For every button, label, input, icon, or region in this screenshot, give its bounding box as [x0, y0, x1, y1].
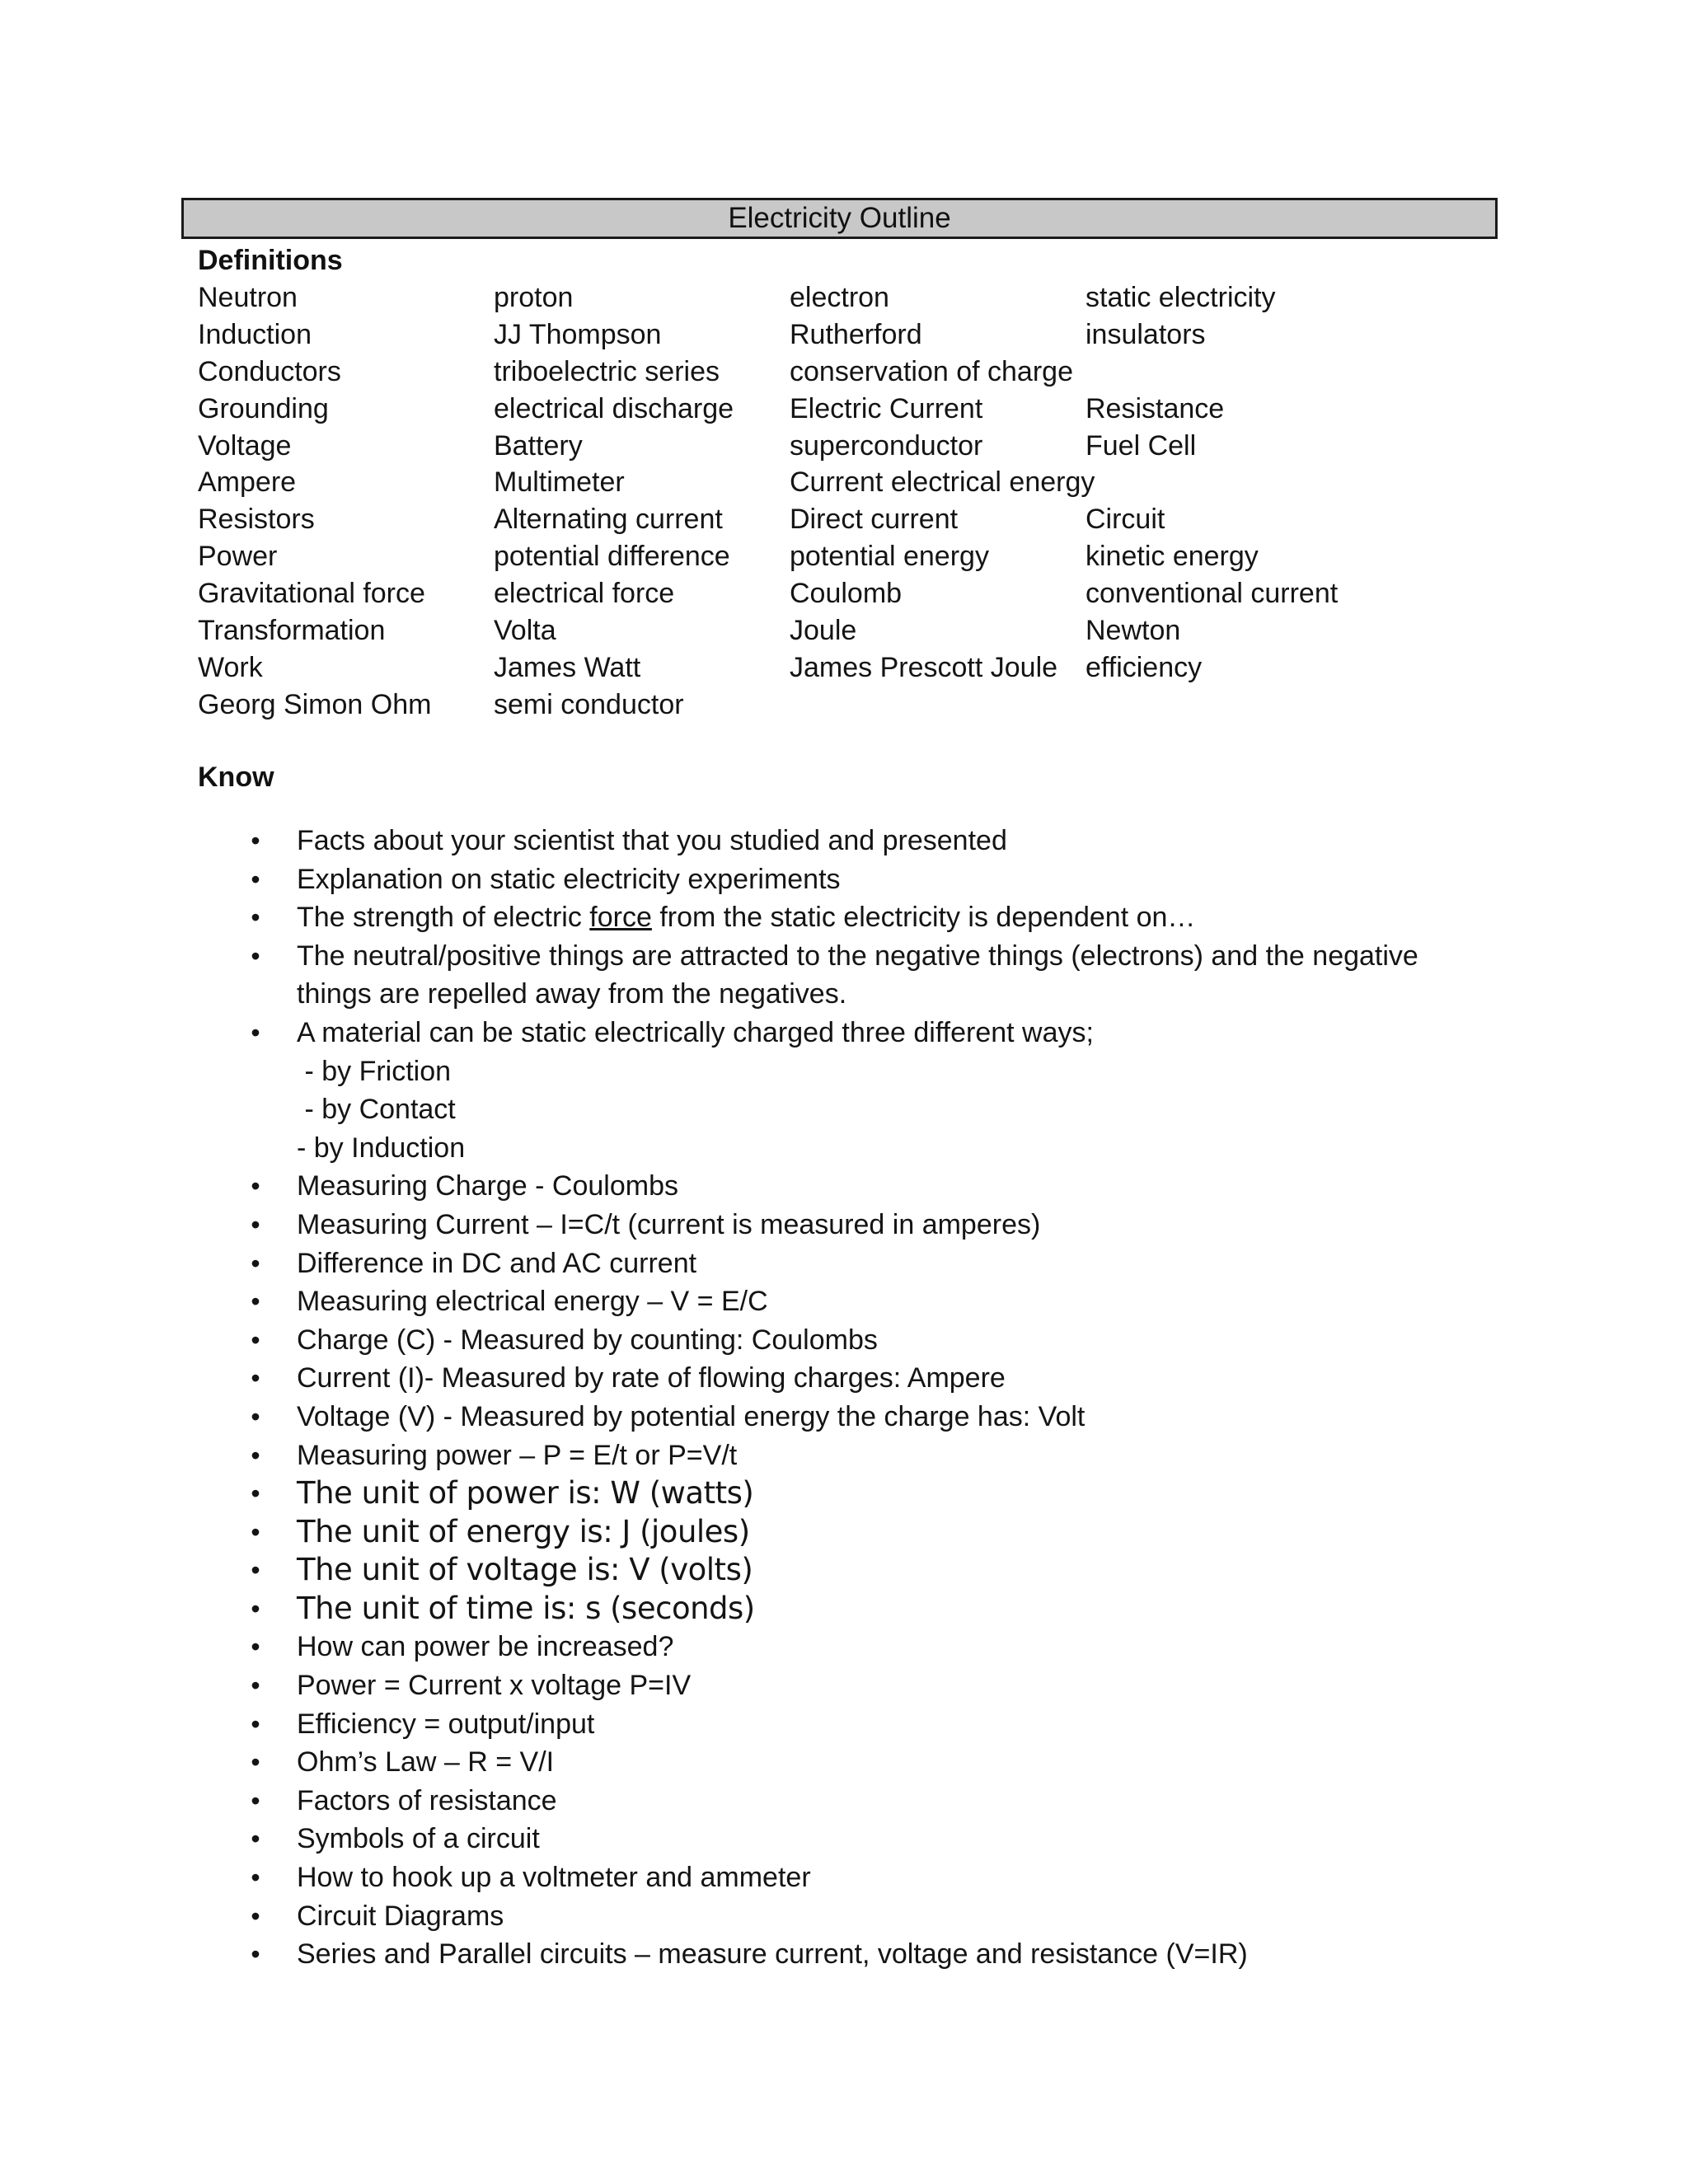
- know-list-item: [198, 1436, 1484, 1475]
- bullet-icon: •: [251, 1593, 260, 1624]
- definitions-row: [198, 612, 1434, 649]
- bullet-icon: •: [251, 1939, 260, 1970]
- definition-term: Alternating current: [494, 504, 723, 536]
- know-item-text: Factors of resistance: [297, 1784, 557, 1816]
- definition-term: Gravitational force: [198, 578, 425, 610]
- know-item-text: Measuring Charge - Coulombs: [297, 1170, 678, 1202]
- definitions-row: [198, 316, 1434, 354]
- definition-term: Coulomb: [790, 578, 903, 610]
- know-item-text: The unit of time is: s (seconds): [297, 1590, 755, 1626]
- definition-term: [1085, 354, 1381, 391]
- definition-term: insulators: [1085, 318, 1206, 350]
- bullet-icon: •: [251, 1863, 260, 1893]
- definition-term: James Watt: [494, 651, 641, 683]
- know-item-text: [297, 898, 1484, 937]
- bullet-icon: •: [251, 1401, 260, 1432]
- know-item-text: Voltage (V) - Measured by potential energy the charge has: Volt: [297, 1400, 1085, 1432]
- know-item-text: Symbols of a circuit: [297, 1823, 540, 1855]
- know-sub-item: - by Friction: [297, 1055, 452, 1087]
- bullet-icon: •: [251, 940, 260, 971]
- definitions-row: [198, 575, 1434, 612]
- definition-term: Resistors: [198, 504, 315, 536]
- bullet-icon: •: [251, 1900, 260, 1931]
- definitions-row: [198, 391, 1434, 428]
- definition-term: Georg Simon Ohm: [198, 688, 432, 720]
- know-item-text: Difference in DC and AC current: [297, 1247, 697, 1279]
- definition-term: electrical discharge: [494, 392, 734, 424]
- definitions-row: [198, 501, 1434, 538]
- definition-term: Joule: [790, 615, 857, 647]
- bullet-icon: •: [251, 1286, 260, 1317]
- know-list-item: [198, 1206, 1484, 1244]
- know-list-item: [198, 1705, 1484, 1744]
- know-item-text: Facts about your scientist that you studied and presented: [297, 825, 1007, 856]
- definition-term: Ampere: [198, 466, 297, 499]
- definitions-row: [198, 538, 1434, 575]
- know-list-item: [198, 1666, 1484, 1705]
- know-item-text: Charge (C) - Measured by counting: Coulombs: [297, 1324, 878, 1356]
- definition-term: semi conductor: [494, 688, 684, 720]
- definition-term: Induction: [198, 318, 312, 350]
- bullet-icon: •: [251, 864, 260, 894]
- definition-term: [1085, 464, 1381, 501]
- definition-term: Direct current: [790, 504, 959, 536]
- bullet-icon: •: [251, 1171, 260, 1202]
- bullet-icon: •: [251, 1555, 260, 1586]
- definitions-row: [198, 649, 1434, 687]
- definition-term: Volta: [494, 615, 556, 647]
- definition-term: Battery: [494, 429, 583, 462]
- bullet-icon: •: [251, 1747, 260, 1778]
- know-item-text: Series and Parallel circuits – measure current, voltage and resistance (V=IR): [297, 1938, 1248, 1971]
- know-heading: Know: [198, 762, 274, 793]
- know-item-text: Ohm’s Law – R = V/I: [297, 1746, 555, 1779]
- know-item-text: How to hook up a voltmeter and ammeter: [297, 1862, 811, 1894]
- definition-term: Fuel Cell: [1085, 429, 1197, 462]
- know-item-text-part: The strength of electric: [297, 902, 590, 934]
- know-sub-item: - by Contact: [297, 1094, 456, 1126]
- know-list-item: [198, 1858, 1484, 1897]
- definition-term: static electricity: [1085, 282, 1276, 313]
- bullet-icon: •: [251, 1479, 260, 1509]
- know-list-item: [198, 898, 1484, 937]
- know-list-item: [198, 1628, 1484, 1666]
- know-item-text: The unit of voltage is: V (volts): [297, 1552, 753, 1588]
- know-list-item: [198, 822, 1484, 860]
- document-title: Electricity Outline: [181, 198, 1498, 239]
- definition-term: Rutherford: [790, 318, 922, 350]
- definition-term: Resistance: [1085, 392, 1225, 424]
- definition-term: electrical force: [494, 578, 675, 610]
- know-item-text-part: from the static electricity is dependent on…: [651, 902, 1196, 934]
- know-list-item: [198, 1167, 1484, 1206]
- know-list: [198, 822, 1484, 1974]
- definition-term: [790, 687, 1085, 724]
- know-item-text: How can power be increased?: [297, 1631, 674, 1663]
- know-list-item: [198, 1590, 1484, 1629]
- definition-term: potential energy: [790, 541, 989, 573]
- definition-term: Power: [198, 541, 278, 573]
- definitions-row: [198, 354, 1434, 391]
- definition-term: proton: [494, 282, 574, 313]
- know-sub-item: - by Induction: [297, 1132, 466, 1164]
- definition-term: JJ Thompson: [494, 318, 662, 350]
- bullet-icon: •: [251, 1516, 260, 1547]
- know-item-text: Circuit Diagrams: [297, 1900, 504, 1932]
- definition-term: Current electrical energy: [790, 466, 1095, 499]
- definition-term: kinetic energy: [1085, 541, 1259, 573]
- know-list-item: [198, 1782, 1484, 1821]
- definition-term: triboelectric series: [494, 355, 720, 387]
- bullet-icon: •: [251, 1632, 260, 1662]
- definition-term: conventional current: [1085, 578, 1339, 610]
- definitions-row: [198, 279, 1434, 316]
- know-list-item: [198, 860, 1484, 899]
- bullet-icon: •: [251, 1440, 260, 1470]
- know-list-item: [198, 1282, 1484, 1321]
- bullet-icon: •: [251, 1708, 260, 1739]
- know-list-item: [198, 1398, 1484, 1436]
- know-item-text: Power = Current x voltage P=IV: [297, 1670, 692, 1702]
- know-list-item: [198, 1935, 1484, 1974]
- know-item-text: Current (I)- Measured by rate of flowing charges: Ampere: [297, 1362, 1006, 1394]
- definitions-row: [198, 464, 1434, 501]
- definition-term: Transformation: [198, 615, 386, 647]
- know-item-text: Measuring Current – I=C/t (current is measured in amperes): [297, 1208, 1041, 1240]
- bullet-icon: •: [251, 1248, 260, 1278]
- underlined-word: force: [589, 902, 652, 934]
- know-item-continuation: things are repelled away from the negatives.: [297, 978, 847, 1010]
- definitions-row: [198, 428, 1434, 465]
- definition-term: Voltage: [198, 429, 292, 462]
- definition-term: Circuit: [1085, 504, 1165, 536]
- bullet-icon: •: [251, 1017, 260, 1047]
- know-item-text: The neutral/positive things are attracted to the negative things (electrons) and the negative: [297, 940, 1418, 972]
- bullet-icon: •: [251, 1785, 260, 1816]
- definition-term: [1085, 687, 1381, 724]
- know-item-text: The unit of power is: W (watts): [297, 1475, 754, 1511]
- definition-term: James Prescott Joule: [790, 651, 1058, 683]
- bullet-icon: •: [251, 1824, 260, 1854]
- definitions-row: [198, 687, 1434, 724]
- definition-term: efficiency: [1085, 651, 1203, 683]
- know-list-item: [198, 1551, 1484, 1590]
- bullet-icon: •: [251, 826, 260, 855]
- definition-term: Electric Current: [790, 392, 983, 424]
- definition-term: Grounding: [198, 392, 329, 424]
- know-item-text: A material can be static electrically charged three different ways;: [297, 1016, 1094, 1048]
- bullet-icon: •: [251, 1363, 260, 1394]
- know-item-text: Explanation on static electricity experiments: [297, 863, 841, 895]
- know-item-text: Efficiency = output/input: [297, 1708, 595, 1740]
- definition-term: Newton: [1085, 615, 1181, 647]
- know-item-text: Measuring electrical energy – V = E/C: [297, 1286, 768, 1318]
- definition-term: electron: [790, 282, 889, 313]
- know-list-item: [198, 1014, 1484, 1167]
- definition-term: Neutron: [198, 282, 298, 313]
- know-list-item: [198, 937, 1484, 1014]
- definitions-heading: Definitions: [198, 245, 343, 276]
- bullet-icon: •: [251, 1324, 260, 1355]
- definition-term: Conductors: [198, 355, 341, 387]
- know-list-item: [198, 1897, 1484, 1936]
- definition-term: Work: [198, 651, 263, 683]
- bullet-icon: •: [251, 1671, 260, 1701]
- know-list-item: [198, 1244, 1484, 1283]
- know-list-item: [198, 1513, 1484, 1552]
- know-list-item: [198, 1359, 1484, 1398]
- know-list-item: [198, 1474, 1484, 1513]
- know-list-item: [198, 1321, 1484, 1360]
- know-item-text: The unit of energy is: J (joules): [297, 1513, 750, 1549]
- definition-term: potential difference: [494, 541, 730, 573]
- know-list-item: [198, 1820, 1484, 1858]
- definition-term: conservation of charge: [790, 355, 1073, 387]
- bullet-icon: •: [251, 902, 260, 933]
- definitions-grid: [198, 279, 1434, 724]
- definition-term: Multimeter: [494, 466, 625, 499]
- definition-term: superconductor: [790, 429, 983, 462]
- know-list-item: [198, 1743, 1484, 1782]
- know-item-text: Measuring power – P = E/t or P=V/t: [297, 1439, 738, 1471]
- bullet-icon: •: [251, 1209, 260, 1240]
